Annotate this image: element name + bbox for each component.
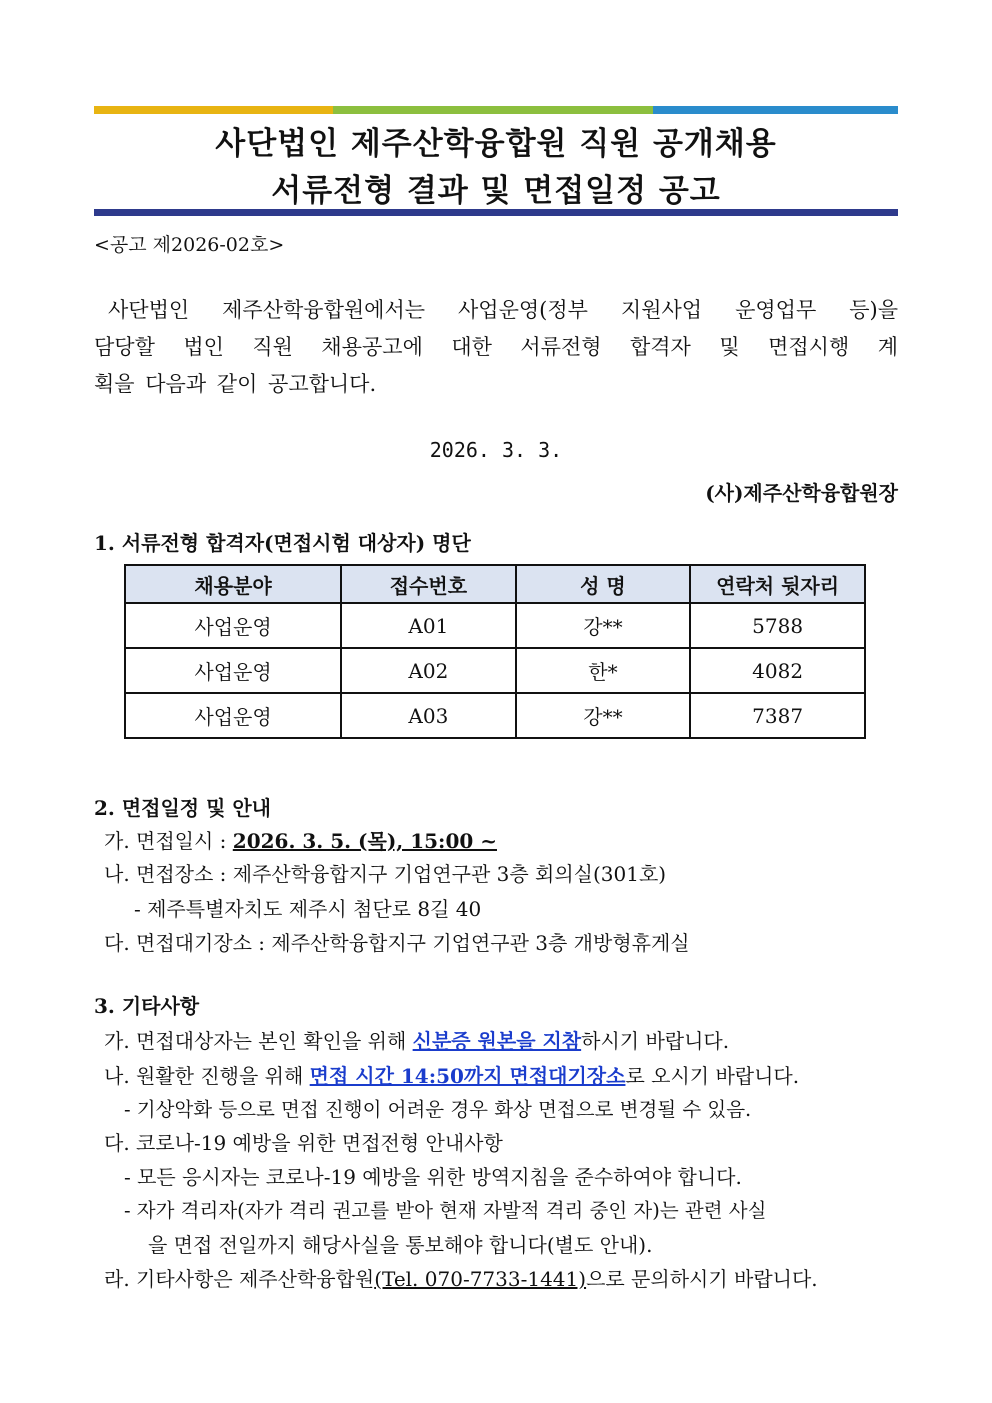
- table-row: [125, 648, 865, 693]
- interview-address: - 제주특별자치도 제주시 첨단로 8길 40: [134, 897, 482, 921]
- cell-name: 강**: [516, 693, 690, 738]
- note-contact-text: 라. 기타사항은 제주산학융합원: [104, 1267, 375, 1291]
- organization-signature: (사)제주산학융합원장: [705, 481, 898, 505]
- passed-applicants-table: [124, 564, 866, 739]
- column-header-field: 채용분야: [125, 565, 341, 603]
- note-id-card: [104, 1025, 729, 1054]
- column-header-phone: 연락처 뒷자리: [690, 565, 865, 603]
- cell-phone: 4082: [690, 648, 865, 693]
- note-arrival-time: [104, 1060, 799, 1089]
- section2-heading: 2. 면접일정 및 안내: [94, 796, 272, 820]
- table-row: [125, 603, 865, 648]
- bar-segment-yellow: [94, 106, 333, 114]
- note-covid-heading: 다. 코로나-19 예방을 위한 면접전형 안내사항: [104, 1131, 503, 1155]
- cell-field: 사업운영: [125, 693, 341, 738]
- note-id-card-emphasis: 신분증 원본을 지참: [412, 1029, 582, 1053]
- note-arrival-emphasis: 면접 시간 14:50까지 면접대기장소: [309, 1064, 626, 1088]
- table-header-row: [125, 565, 865, 603]
- note-self-quarantine: - 자가 격리자(자가 격리 권고를 받아 현재 자발적 격리 중인 자)는 관련 사실: [124, 1199, 767, 1222]
- note-id-card-text: 가. 면접대상자는 본인 확인을 위해: [104, 1029, 413, 1053]
- interview-location: 나. 면접장소 : 제주산학융합지구 기업연구관 3층 회의실(301호): [104, 862, 667, 886]
- page-title-line1: 사단법인 제주산학융합원 직원 공개채용: [215, 126, 777, 162]
- note-arrival-suffix: 로 오시기 바랍니다.: [625, 1064, 800, 1088]
- cell-receipt-no: A03: [341, 693, 516, 738]
- note-arrival-text: 나. 원활한 진행을 위해: [104, 1064, 310, 1088]
- bar-segment-blue: [653, 106, 898, 114]
- note-covid-rule: - 모든 응시자는 코로나-19 예방을 위한 방역지침을 준수하여야 합니다.: [124, 1165, 742, 1189]
- bar-segment-green: [333, 106, 653, 114]
- intro-line3: 획을 다음과 같이 공고합니다.: [94, 372, 377, 396]
- column-header-name: 성 명: [516, 565, 690, 603]
- cell-name: 강**: [516, 603, 690, 648]
- note-contact: [104, 1263, 818, 1292]
- note-weather: - 기상악화 등으로 면접 진행이 어려운 경우 화상 면접으로 변경될 수 있음.: [124, 1098, 752, 1121]
- cell-field: 사업운영: [125, 648, 341, 693]
- interview-datetime-value: 2026. 3. 5. (목), 15:00 ~: [232, 829, 497, 853]
- cell-receipt-no: A01: [341, 603, 516, 648]
- cell-phone: 7387: [690, 693, 865, 738]
- cell-field: 사업운영: [125, 603, 341, 648]
- notice-date: 2026. 3. 3.: [429, 438, 563, 462]
- title-top-color-bar: [94, 106, 898, 114]
- page-title-line2: 서류전형 결과 및 면접일정 공고: [271, 173, 721, 209]
- interview-datetime: [104, 825, 497, 854]
- note-id-card-suffix: 하시기 바랍니다.: [581, 1029, 730, 1053]
- waiting-area: 다. 면접대기장소 : 제주산학융합지구 기업연구관 3층 개방형휴게실: [104, 931, 690, 955]
- note-self-quarantine-cont: 을 면접 전일까지 해당사실을 통보해야 합니다(별도 안내).: [148, 1233, 653, 1257]
- intro-paragraph: [94, 292, 898, 366]
- column-header-receipt-no: 접수번호: [341, 565, 516, 603]
- table-row: [125, 693, 865, 738]
- section1-heading: 1. 서류전형 합격자(면접시험 대상자) 명단: [94, 531, 471, 555]
- note-contact-suffix: 으로 문의하시기 바랍니다.: [586, 1267, 818, 1291]
- section3-heading: 3. 기타사항: [94, 994, 200, 1018]
- contact-phone: (Tel. 070-7733-1441): [374, 1267, 587, 1291]
- interview-datetime-label: 가. 면접일시 :: [104, 829, 233, 853]
- notice-number: <공고 제2026-02호>: [94, 234, 285, 256]
- cell-phone: 5788: [690, 603, 865, 648]
- cell-receipt-no: A02: [341, 648, 516, 693]
- intro-line2: 담당할 법인 직원 채용공고에 대한 서류전형 합격자 및 면접시행 계: [94, 335, 898, 359]
- title-bottom-bar: [94, 209, 898, 216]
- intro-line1: 사단법인 제주산학융합원에서는 사업운영(정부 지원사업 운영업무 등)을: [108, 298, 898, 322]
- cell-name: 한*: [516, 648, 690, 693]
